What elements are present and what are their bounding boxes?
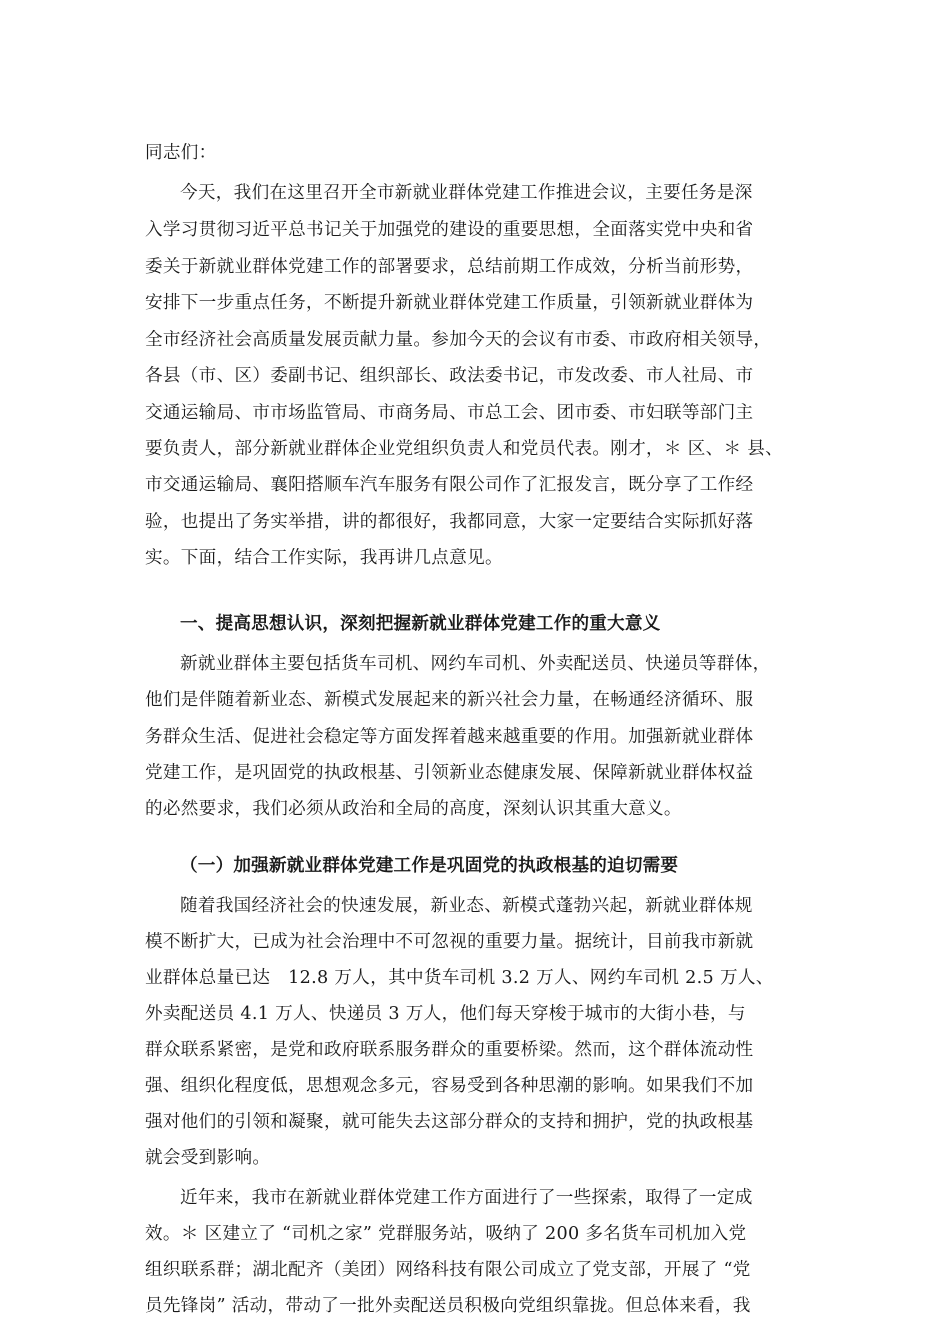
paragraph-4-line: 组织联系群；湖北配齐（美团）网络科技有限公司成立了党支部，开展了 “党 <box>145 1260 751 1280</box>
paragraph-3-line: 模不断扩大，已成为社会治理中不可忽视的重要力量。据统计，目前我市新就 <box>145 932 754 952</box>
paragraph-1-line: 要负责人，部分新就业群体企业党组织负责人和党员代表。刚才，＊ 区、＊ 县、 <box>145 439 784 459</box>
paragraph-3-line: 强、组织化程度低，思想观念多元，容易受到各种思潮的影响。如果我们不加 <box>145 1076 754 1096</box>
paragraph-3-line: 随着我国经济社会的快速发展，新业态、新模式蓬勃兴起，新就业群体规 <box>180 896 753 916</box>
salutation: 同志们： <box>145 143 217 163</box>
paragraph-3-line: 外卖配送员 4.1 万人、快递员 3 万人，他们每天穿梭于城市的大街小巷，与 <box>145 1004 746 1024</box>
paragraph-2-line: 务群众生活、促进社会稳定等方面发挥着越来越重要的作用。加强新就业群体 <box>145 727 754 747</box>
paragraph-1-line: 市交通运输局、襄阳搭顺车汽车服务有限公司作了汇报发言，既分享了工作经 <box>145 475 754 495</box>
paragraph-2-line: 党建工作，是巩固党的执政根基、引领新业态健康发展、保障新就业群体权益 <box>145 763 754 783</box>
paragraph-4-line: 效。＊ 区建立了 “司机之家” 党群服务站，吸纳了 200 多名货车司机加入党 <box>145 1224 747 1244</box>
paragraph-4-line: 员先锋岗” 活动，带动了一批外卖配送员积极向党组织靠拢。但总体来看，我 <box>145 1296 751 1316</box>
paragraph-3-line: 业群体总量已达 12.8 万人，其中货车司机 3.2 万人、网约车司机 2.5 万人、 <box>145 968 774 988</box>
paragraph-1-line: 各县（市、区）委副书记、组织部长、政法委书记，市发改委、市人社局、市 <box>145 366 754 386</box>
paragraph-1-line: 安排下一步重点任务，不断提升新就业群体党建工作质量，引领新就业群体为 <box>145 293 754 313</box>
paragraph-1-line: 验，也提出了务实举措，讲的都很好，我都同意，大家一定要结合实际抓好落 <box>145 512 754 532</box>
paragraph-3-line: 就会受到影响。 <box>145 1148 271 1168</box>
paragraph-4-line: 近年来，我市在新就业群体党建工作方面进行了一些探索，取得了一定成 <box>180 1188 753 1208</box>
paragraph-3-line: 强对他们的引领和凝聚，就可能失去这部分群众的支持和拥护，党的执政根基 <box>145 1112 754 1132</box>
paragraph-1-line: 交通运输局、市市场监管局、市商务局、市总工会、团市委、市妇联等部门主 <box>145 403 754 423</box>
paragraph-3-line: 群众联系紧密，是党和政府联系服务群众的重要桥梁。然而，这个群体流动性 <box>145 1040 754 1060</box>
paragraph-2-line: 他们是伴随着新业态、新模式发展起来的新兴社会力量，在畅通经济循环、服 <box>145 690 754 710</box>
paragraph-1-line: 今天，我们在这里召开全市新就业群体党建工作推进会议，主要任务是深 <box>180 183 753 203</box>
section-heading-1: 一、提高思想认识，深刻把握新就业群体党建工作的重大意义 <box>180 613 661 634</box>
paragraph-1-line: 委关于新就业群体党建工作的部署要求，总结前期工作成效，分析当前形势， <box>145 257 754 277</box>
subsection-heading-1: （一）加强新就业群体党建工作是巩固党的执政根基的迫切需要 <box>180 855 679 876</box>
paragraph-2-line: 的必然要求，我们必须从政治和全局的高度，深刻认识其重大意义。 <box>145 799 682 819</box>
paragraph-1-line: 入学习贯彻习近平总书记关于加强党的建设的重要思想，全面落实党中央和省 <box>145 220 754 240</box>
paragraph-2-line: 新就业群体主要包括货车司机、网约车司机、外卖配送员、快递员等群体， <box>180 654 771 674</box>
paragraph-1-line: 实。下面，结合工作实际，我再讲几点意见。 <box>145 548 503 568</box>
paragraph-1-line: 全市经济社会高质量发展贡献力量。参加今天的会议有市委、市政府相关领导， <box>145 330 772 350</box>
